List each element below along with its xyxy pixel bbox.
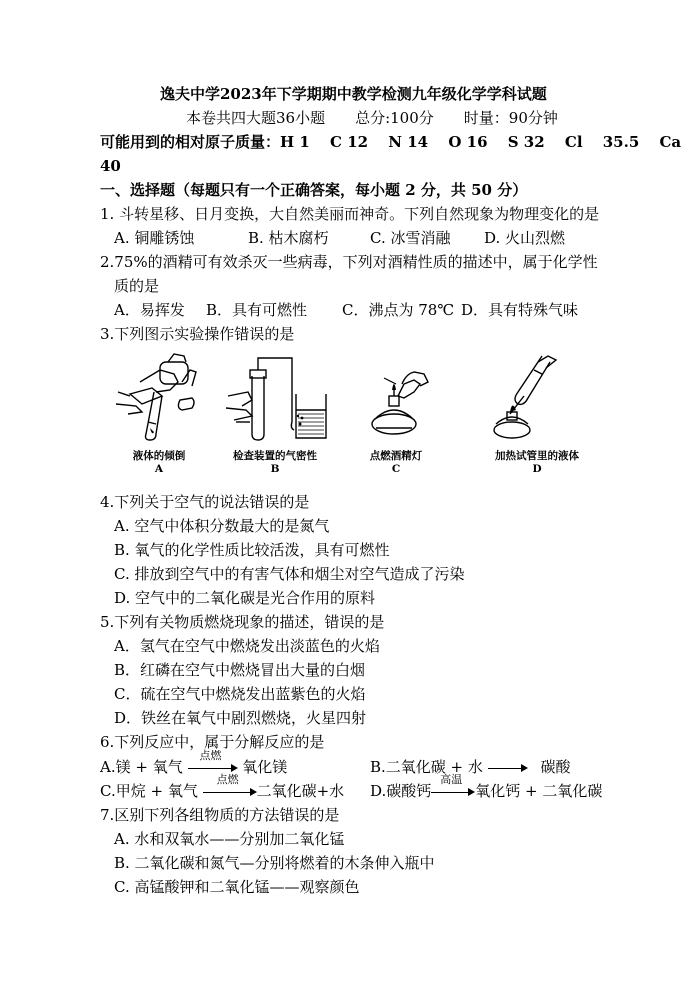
q2-option-c: C．沸点为 78℃: [342, 301, 455, 319]
section-heading: 一、选择题（每题只有一个正确答案，每小题 2 分，共 50 分）: [100, 181, 528, 199]
q3-caption-b: 检查装置的气密性 B: [233, 450, 317, 475]
q5-option-c: C．硫在空气中燃烧发出蓝紫色的火焰: [114, 685, 366, 703]
q6-option-a: [100, 749, 288, 777]
q5-option-b: B．红磷在空气中燃烧冒出大量的白烟: [114, 661, 366, 679]
q7-option-b: B. 二氧化碳和氮气—分别将燃着的木条伸入瓶中: [114, 854, 435, 872]
q6-a-products: 氧化镁: [242, 758, 288, 776]
q6-b-products: 碳酸: [540, 758, 571, 776]
q1-stem: 1. 斗转星移、日月变换，大自然美丽而神奇。下列自然现象为物理变化的是: [100, 205, 600, 223]
q6-option-d: [370, 773, 603, 801]
q1-option-a: A. 铜雕锈蚀: [114, 229, 195, 247]
q5-option-d: D．铁丝在氧气中剧烈燃烧，火星四射: [114, 709, 367, 727]
q6-c-condition: 点燃: [216, 773, 239, 786]
q6-a-reactants: A.镁 + 氧气: [100, 758, 183, 776]
q7-option-a: A. 水和双氧水——分别加二氧化锰: [114, 830, 345, 848]
q2-stem-1: 2.75%的酒精可有效杀灭一些病毒，下列对酒精性质的描述中，属于化学性: [100, 253, 598, 271]
q1-option-b: B. 枯木腐朽: [248, 229, 329, 247]
exam-info: 本卷共四大题36小题 总分:100分 时量：90分钟: [186, 109, 558, 127]
q3-caption-d: 加热试管里的液体 D: [495, 450, 579, 475]
pouring-liquid-figure: [112, 352, 212, 444]
q4-option-b: B. 氧气的化学性质比较活泼，具有可燃性: [114, 541, 390, 559]
reaction-arrow-icon: [488, 761, 528, 775]
q6-stem: 6.下列反应中，属于分解反应的是: [100, 733, 325, 751]
q3-stem: 3.下列图示实验操作错误的是: [100, 325, 295, 343]
q3-caption-c: 点燃酒精灯 C: [369, 450, 423, 475]
q7-option-c: C. 高锰酸钾和二氧化锰——观察颜色: [114, 878, 360, 896]
q7-stem: 7.区别下列各组物质的方法错误的是: [100, 806, 340, 824]
q2-option-d: D．具有特殊气味: [461, 301, 579, 319]
reaction-arrow-icon: [203, 773, 257, 799]
q4-stem: 4.下列关于空气的说法错误的是: [100, 493, 310, 511]
q6-d-reactants: D.碳酸钙: [370, 782, 432, 800]
atomic-mass-line1: 可能用到的相对原子质量：H 1 C 12 N 14 O 16 S 32 Cl 35.5 Ca: [100, 133, 682, 151]
heating-liquid-figure: [482, 352, 562, 444]
q2-option-b: B．具有可燃性: [206, 301, 308, 319]
q6-c-reactants: C.甲烷 + 氧气: [100, 782, 198, 800]
q6-option-c: [100, 773, 345, 801]
q2-option-a: A．易挥发: [114, 301, 185, 319]
q6-c-products: 二氧化碳+水: [256, 782, 345, 800]
q4-option-a: A. 空气中体积分数最大的是氮气: [114, 517, 330, 535]
q4-option-c: C. 排放到空气中的有害气体和烟尘对空气造成了污染: [114, 565, 465, 583]
reaction-arrow-icon: [431, 773, 475, 799]
q6-a-condition: 点燃: [199, 749, 222, 762]
lighting-alcohol-lamp-figure: [362, 354, 442, 444]
q5-stem: 5.下列有关物质燃烧现象的描述，错误的是: [100, 613, 385, 631]
q6-b-reactants: B.二氧化碳 + 水: [370, 758, 483, 776]
exam-title: 逸夫中学2023年下学期期中教学检测九年级化学学科试题: [160, 85, 547, 103]
q6-d-products: 氧化钙 + 二氧化碳: [475, 782, 603, 800]
q4-option-d: D. 空气中的二氧化碳是光合作用的原料: [114, 589, 376, 607]
q2-stem-2: 质的是: [114, 277, 160, 295]
q1-option-c: C. 冰雪消融: [370, 229, 451, 247]
q5-option-a: A．氢气在空气中燃烧发出淡蓝色的火焰: [114, 637, 380, 655]
atomic-mass-line2: 40: [100, 157, 121, 175]
q6-d-condition: 高温: [440, 773, 463, 786]
q1-option-d: D. 火山烈燃: [484, 229, 566, 247]
q3-caption-a: 液体的倾倒 A: [132, 450, 186, 475]
airtightness-check-figure: [222, 352, 332, 444]
